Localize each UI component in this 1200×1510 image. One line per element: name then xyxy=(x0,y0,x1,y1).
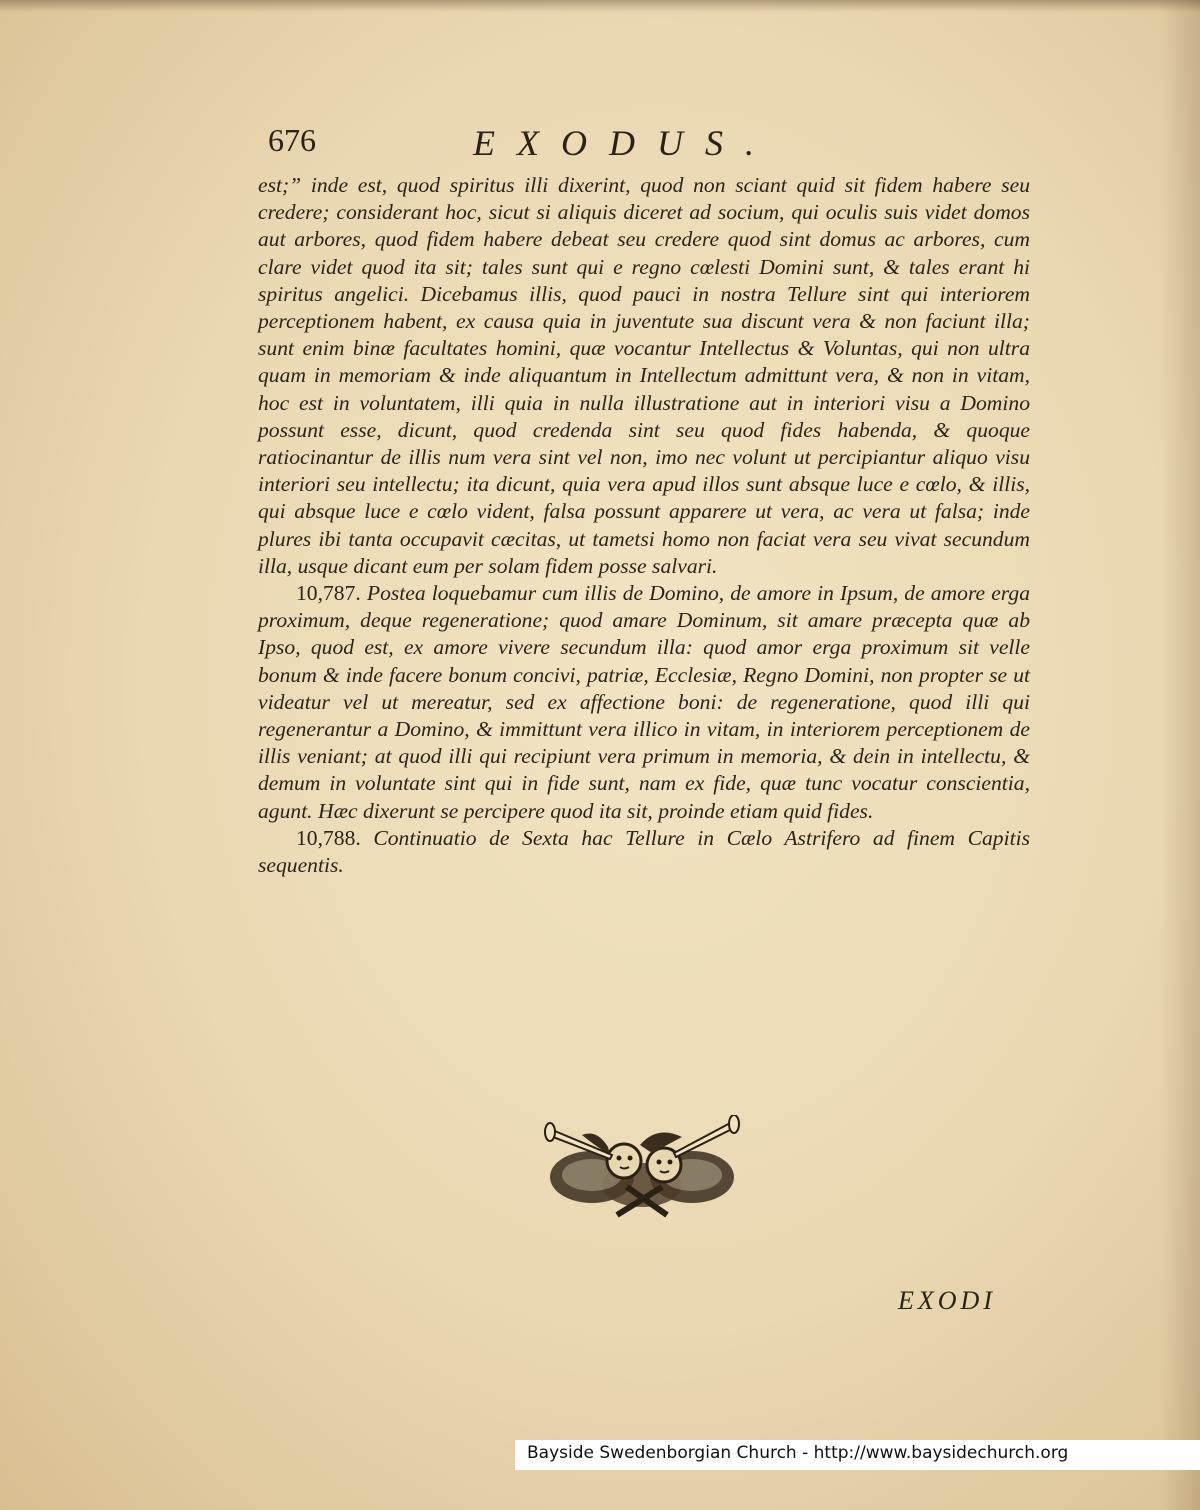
body-text xyxy=(258,172,1030,879)
paragraph-number: 10,788. xyxy=(296,825,361,850)
footer-text: Bayside Swedenborgian Church - http://www.baysidechurch.org xyxy=(527,1443,1069,1463)
paragraph-text: Continuatio de Sexta hac Tellure in Cælo Astrifero ad finem Capitis sequentis. xyxy=(258,825,1030,878)
running-title: EXODUS. xyxy=(473,123,776,163)
catchword: EXODI xyxy=(898,1286,996,1315)
footer-banner xyxy=(515,1440,1200,1470)
page-edge-shadow xyxy=(1160,0,1200,1510)
paragraph-10788 xyxy=(258,825,1030,879)
page-top-shadow xyxy=(0,0,1200,12)
paragraph-continuation: est;” inde est, quod spiritus illi dixerint, quod non sciant quid sit fidem habere seu credere; considerant hoc, sicut si aliquis diceret ad socium, qui oculis suis videt domos aut arbores, quod fidem habere debeat seu credere quod sint domus ac arbores, cum clare videt quod ita sit; tales sunt qui e regno cœlesti Domini sunt, & tales erant hi spiritus angelici. Dicebamus illis, quod pauci in nostra Tellure sint qui interiorem perceptionem habent, ex causa quia in juventute sua discunt vera & non faciunt illa; sunt enim binæ facultates homini, quæ vocantur Intellectus & Voluntas, qui non ultra quam in memoriam & inde aliquantum in Intellectum admittunt vera, & non in vitam, hoc est in voluntatem, illi quia in nulla illustratione aut in interiori visu a Domino possunt esse, dicunt, quod credenda sint seu quod fides habenda, & quoque ratiocinantur de illis num vera sint vel non, imo nec volunt ut percipiantur aliquo visu interiori seu intellectu; ita dicunt, quia vera apud illos sunt absque luce e cœlo, & illis, qui absque luce e cœlo vident, falsa possunt apparere ut vera, ac vera ut falsa; inde plures ibi tanta occupavit cæcitas, ut tametsi homo non faciat vera seu vivat secundum illa, usque dicant eum per solam fidem posse salvari. xyxy=(258,173,1030,578)
page-header xyxy=(268,122,1028,172)
paragraph-text: Postea loquebamur cum illis de Domino, de amore in Ipsum, de amore erga proximum, deque regeneratione; quod amare Dominum, sit amare præcepta quæ ab Ipso, quod est, ex amore vivere secundum illa: quod amor erga proximum sit velle bonum & inde facere bonum concivi, patriæ, Ecclesiæ, Regno Domini, non propter se ut videatur vel ut mereatur, sed ex affectione boni: de regeneratione, quod illi qui regenerantur a Domino, & immittunt vera illico in vitam, in interiorem perceptionem de illis veniant; at quod illi qui recipiunt vera primum in memoria, & dein in intellectu, & demum in voluntate sint qui in fide sunt, nam ex fide, quæ tunc vocatur conscientia, agunt. Hæc dixerunt se percipere quod ita sit, proinde etiam quid fides. xyxy=(258,581,1031,823)
paragraph-10787 xyxy=(258,580,1030,825)
paragraph-number: 10,787. xyxy=(296,581,361,606)
cherubs-ornament-icon xyxy=(542,1115,742,1225)
page-number: 676 xyxy=(268,122,316,158)
